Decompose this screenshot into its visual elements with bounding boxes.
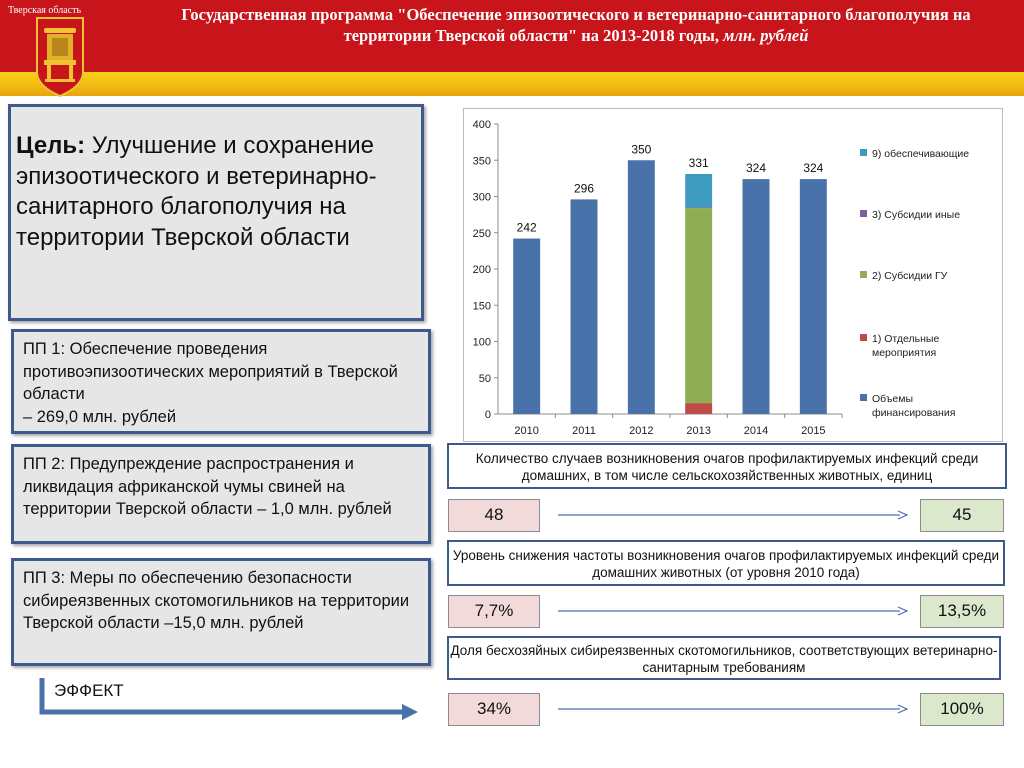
legend-swatch (860, 149, 867, 156)
bar-segment (685, 403, 712, 414)
x-tick-label: 2013 (686, 425, 711, 437)
indicator-1-to: 45 (920, 499, 1004, 532)
y-tick-label: 400 (472, 119, 491, 131)
arrow-right-icon (558, 606, 908, 616)
legend-swatch (860, 271, 867, 278)
indicator-2-title: Уровень снижения частоты возникновения очагов профилактируемых инфекций среди домашних животных (от уровня 2010 года) (447, 540, 1005, 586)
subprogram-3 (11, 558, 431, 666)
legend-swatch (860, 394, 867, 401)
x-tick-label: 2014 (743, 425, 769, 437)
arrow-right-icon (558, 704, 908, 714)
subprogram-2-text: ПП 2: Предупреждение распространения и ликвидация африканской чумы свиней на территории Тверской области – 1,0 млн. рублей (23, 455, 392, 518)
y-tick-label: 300 (472, 191, 491, 204)
legend-label: 3) Субсидии иные (872, 209, 961, 221)
indicator-1-from: 48 (448, 499, 540, 532)
data-label: 324 (745, 161, 767, 176)
effect-label: ЭФФЕКТ (54, 681, 124, 700)
legend-label: 9) обеспечивающие (872, 148, 970, 160)
funding-chart (464, 109, 1004, 443)
subprogram-1 (11, 329, 431, 434)
legend-label: финансирования (872, 407, 956, 419)
subprogram-3-text: ПП 3: Меры по обеспечению безопасности сибиреязвенных скотомогильников на территории Тверской области –15,0 млн. рублей (23, 569, 410, 632)
y-tick-label: 50 (478, 372, 491, 385)
legend-label: мероприятия (872, 347, 937, 359)
legend-label: 2) Субсидии ГУ (872, 270, 948, 282)
legend-label: Объемы (872, 393, 914, 405)
y-tick-label: 200 (472, 264, 491, 276)
title-unit: млн. рублей (723, 26, 809, 45)
bar-segment (685, 174, 712, 207)
header-stripe (0, 72, 1024, 96)
legend-swatch (860, 334, 867, 341)
data-label: 296 (573, 181, 595, 196)
goal-text: Улучшение и сохранение эпизоотического и ветеринарно-санитарного благополучия на территории Тверской области (16, 132, 377, 251)
indicator-3-to: 100% (920, 693, 1004, 726)
y-tick-label: 350 (472, 155, 491, 168)
y-tick-label: 0 (484, 409, 491, 421)
arrow-right-icon (558, 510, 908, 520)
bar-segment (800, 179, 827, 414)
bar-segment (685, 208, 712, 403)
y-tick-label: 250 (472, 227, 491, 240)
indicator-3-from: 34% (448, 693, 540, 726)
x-tick-label: 2010 (514, 425, 539, 437)
bar-segment (743, 179, 770, 414)
coat-of-arms-icon (35, 16, 85, 98)
page-title (140, 4, 1012, 46)
bar-segment (628, 160, 655, 414)
indicator-3-title: Доля бесхозяйных сибиреязвенных скотомогильников, соответствующих ветеринарно-санитарным требованиям (447, 636, 1001, 680)
indicator-2-to: 13,5% (920, 595, 1004, 628)
data-label: 324 (803, 161, 824, 176)
bar-segment (571, 199, 598, 414)
x-tick-label: 2012 (629, 425, 654, 437)
legend-swatch (860, 210, 867, 217)
legend-label: 1) Отдельные (872, 333, 940, 345)
region-label: Тверская область (8, 5, 82, 16)
subprogram-1-text: ПП 1: Обеспечение проведения противоэпизоотических мероприятий в Тверской области (23, 340, 398, 403)
data-label: 242 (516, 220, 537, 235)
x-tick-label: 2011 (572, 425, 596, 437)
y-tick-label: 150 (472, 300, 491, 313)
bar-segment (513, 239, 540, 414)
subprogram-1-amount: – 269,0 млн. рублей (23, 407, 177, 426)
subprogram-2 (11, 444, 431, 544)
y-tick-label: 100 (472, 336, 491, 349)
x-tick-label: 2015 (801, 425, 826, 437)
chart-frame (463, 108, 1003, 442)
data-label: 331 (688, 156, 709, 171)
goal-label: Цель: (16, 132, 86, 159)
data-label: 350 (631, 142, 652, 157)
indicator-2-from: 7,7% (448, 595, 540, 628)
indicator-1-title: Количество случаев возникновения очагов профилактируемых инфекций среди домашних, в том числе сельскохозяйственных животных, единиц (447, 443, 1007, 489)
goal-box (8, 104, 424, 321)
bar-segment (685, 207, 712, 208)
title-main: Государственная программа "Обеспечение эпизоотического и ветеринарно-санитарного благополучия на территории Тверской области" на 2013-2018 годы, (181, 5, 971, 45)
